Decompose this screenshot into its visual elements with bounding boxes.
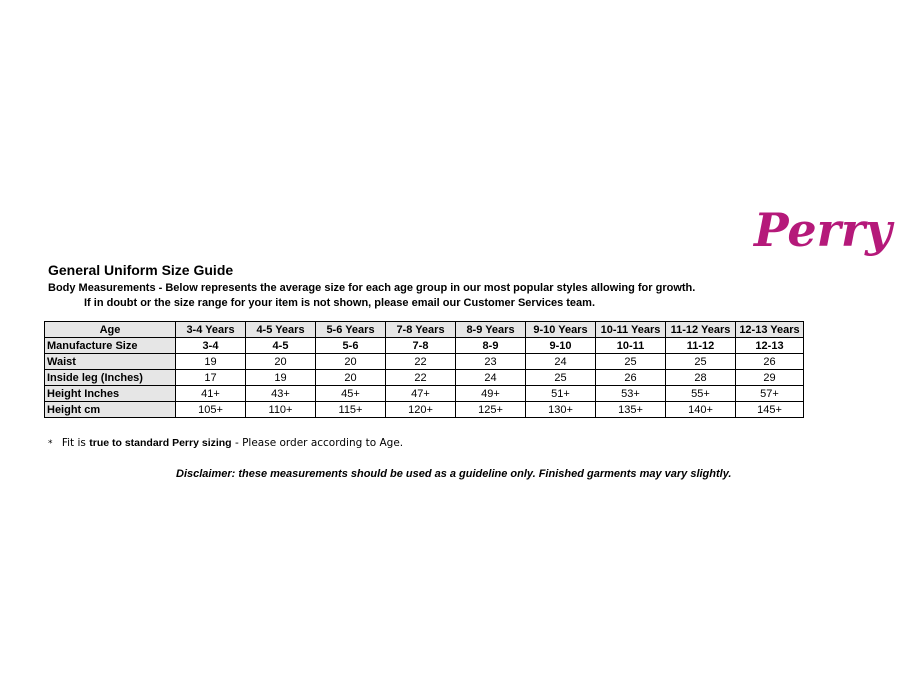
row-label: Inside leg (Inches) bbox=[45, 370, 176, 386]
table-cell: 57+ bbox=[736, 386, 804, 402]
note-bullet: * bbox=[48, 439, 53, 449]
row-label: Waist bbox=[45, 354, 176, 370]
table-cell: 7-8 bbox=[386, 338, 456, 354]
header-cell: 7-8 Years bbox=[386, 322, 456, 338]
row-label: Height cm bbox=[45, 402, 176, 418]
fit-note bbox=[48, 437, 403, 449]
table-cell: 10-11 bbox=[596, 338, 666, 354]
header-cell: 3-4 Years bbox=[176, 322, 246, 338]
table-cell: 22 bbox=[386, 354, 456, 370]
table-cell: 49+ bbox=[456, 386, 526, 402]
table-cell: 17 bbox=[176, 370, 246, 386]
table-cell: 19 bbox=[246, 370, 316, 386]
header-label: Age bbox=[45, 322, 176, 338]
table-cell: 5-6 bbox=[316, 338, 386, 354]
header-cell: 4-5 Years bbox=[246, 322, 316, 338]
row-label: Height Inches bbox=[45, 386, 176, 402]
table-cell: 51+ bbox=[526, 386, 596, 402]
table-cell: 8-9 bbox=[456, 338, 526, 354]
disclaimer: Disclaimer: these measurements should be used as a guideline only. Finished garments may vary slightly. bbox=[176, 468, 732, 480]
table-cell: 105+ bbox=[176, 402, 246, 418]
size-guide-table bbox=[44, 321, 804, 418]
logo-wordmark: Perry bbox=[754, 203, 892, 257]
table-cell: 110+ bbox=[246, 402, 316, 418]
note-suffix: - Please order according to Age. bbox=[234, 437, 404, 449]
header-cell: 9-10 Years bbox=[526, 322, 596, 338]
table-cell: 25 bbox=[526, 370, 596, 386]
perry-logo bbox=[752, 194, 892, 268]
header-cell: 5-6 Years bbox=[316, 322, 386, 338]
table-cell: 3-4 bbox=[176, 338, 246, 354]
table-cell: 145+ bbox=[736, 402, 804, 418]
table-cell: 12-13 bbox=[736, 338, 804, 354]
table-row bbox=[45, 354, 804, 370]
table-cell: 4-5 bbox=[246, 338, 316, 354]
table-row bbox=[45, 402, 804, 418]
table-cell: 29 bbox=[736, 370, 804, 386]
table-cell: 22 bbox=[386, 370, 456, 386]
note-emphasis: true to standard Perry sizing bbox=[89, 437, 232, 449]
table-cell: 9-10 bbox=[526, 338, 596, 354]
table-cell: 120+ bbox=[386, 402, 456, 418]
header-cell: 10-11 Years bbox=[596, 322, 666, 338]
table-cell: 55+ bbox=[666, 386, 736, 402]
table-cell: 26 bbox=[596, 370, 666, 386]
table-cell: 45+ bbox=[316, 386, 386, 402]
note-prefix: Fit is bbox=[61, 437, 86, 449]
table-cell: 43+ bbox=[246, 386, 316, 402]
table-cell: 23 bbox=[456, 354, 526, 370]
page-title: General Uniform Size Guide bbox=[48, 262, 234, 278]
table-cell: 20 bbox=[316, 370, 386, 386]
table-cell: 20 bbox=[246, 354, 316, 370]
table-cell: 24 bbox=[526, 354, 596, 370]
table-cell: 19 bbox=[176, 354, 246, 370]
table-cell: 26 bbox=[736, 354, 804, 370]
subtitle-line-2: If in doubt or the size range for your item is not shown, please email our Customer Services team. bbox=[84, 297, 596, 309]
subtitle-line-1: Body Measurements - Below represents the average size for each age group in our most popular styles allowing for growth. bbox=[48, 282, 696, 294]
table-cell: 47+ bbox=[386, 386, 456, 402]
table-cell: 20 bbox=[316, 354, 386, 370]
table-cell: 25 bbox=[666, 354, 736, 370]
table-cell: 53+ bbox=[596, 386, 666, 402]
table-cell: 140+ bbox=[666, 402, 736, 418]
table-cell: 130+ bbox=[526, 402, 596, 418]
table-cell: 115+ bbox=[316, 402, 386, 418]
table-row bbox=[45, 386, 804, 402]
perry-logo-icon bbox=[752, 194, 892, 268]
table-cell: 28 bbox=[666, 370, 736, 386]
table-cell: 125+ bbox=[456, 402, 526, 418]
table-row bbox=[45, 370, 804, 386]
table-cell: 24 bbox=[456, 370, 526, 386]
header-cell: 11-12 Years bbox=[666, 322, 736, 338]
header-cell: 8-9 Years bbox=[456, 322, 526, 338]
table-row bbox=[45, 338, 804, 354]
row-label: Manufacture Size bbox=[45, 338, 176, 354]
table-cell: 41+ bbox=[176, 386, 246, 402]
table-header-row bbox=[45, 322, 804, 338]
table-cell: 135+ bbox=[596, 402, 666, 418]
table-cell: 11-12 bbox=[666, 338, 736, 354]
table-cell: 25 bbox=[596, 354, 666, 370]
header-cell: 12-13 Years bbox=[736, 322, 804, 338]
